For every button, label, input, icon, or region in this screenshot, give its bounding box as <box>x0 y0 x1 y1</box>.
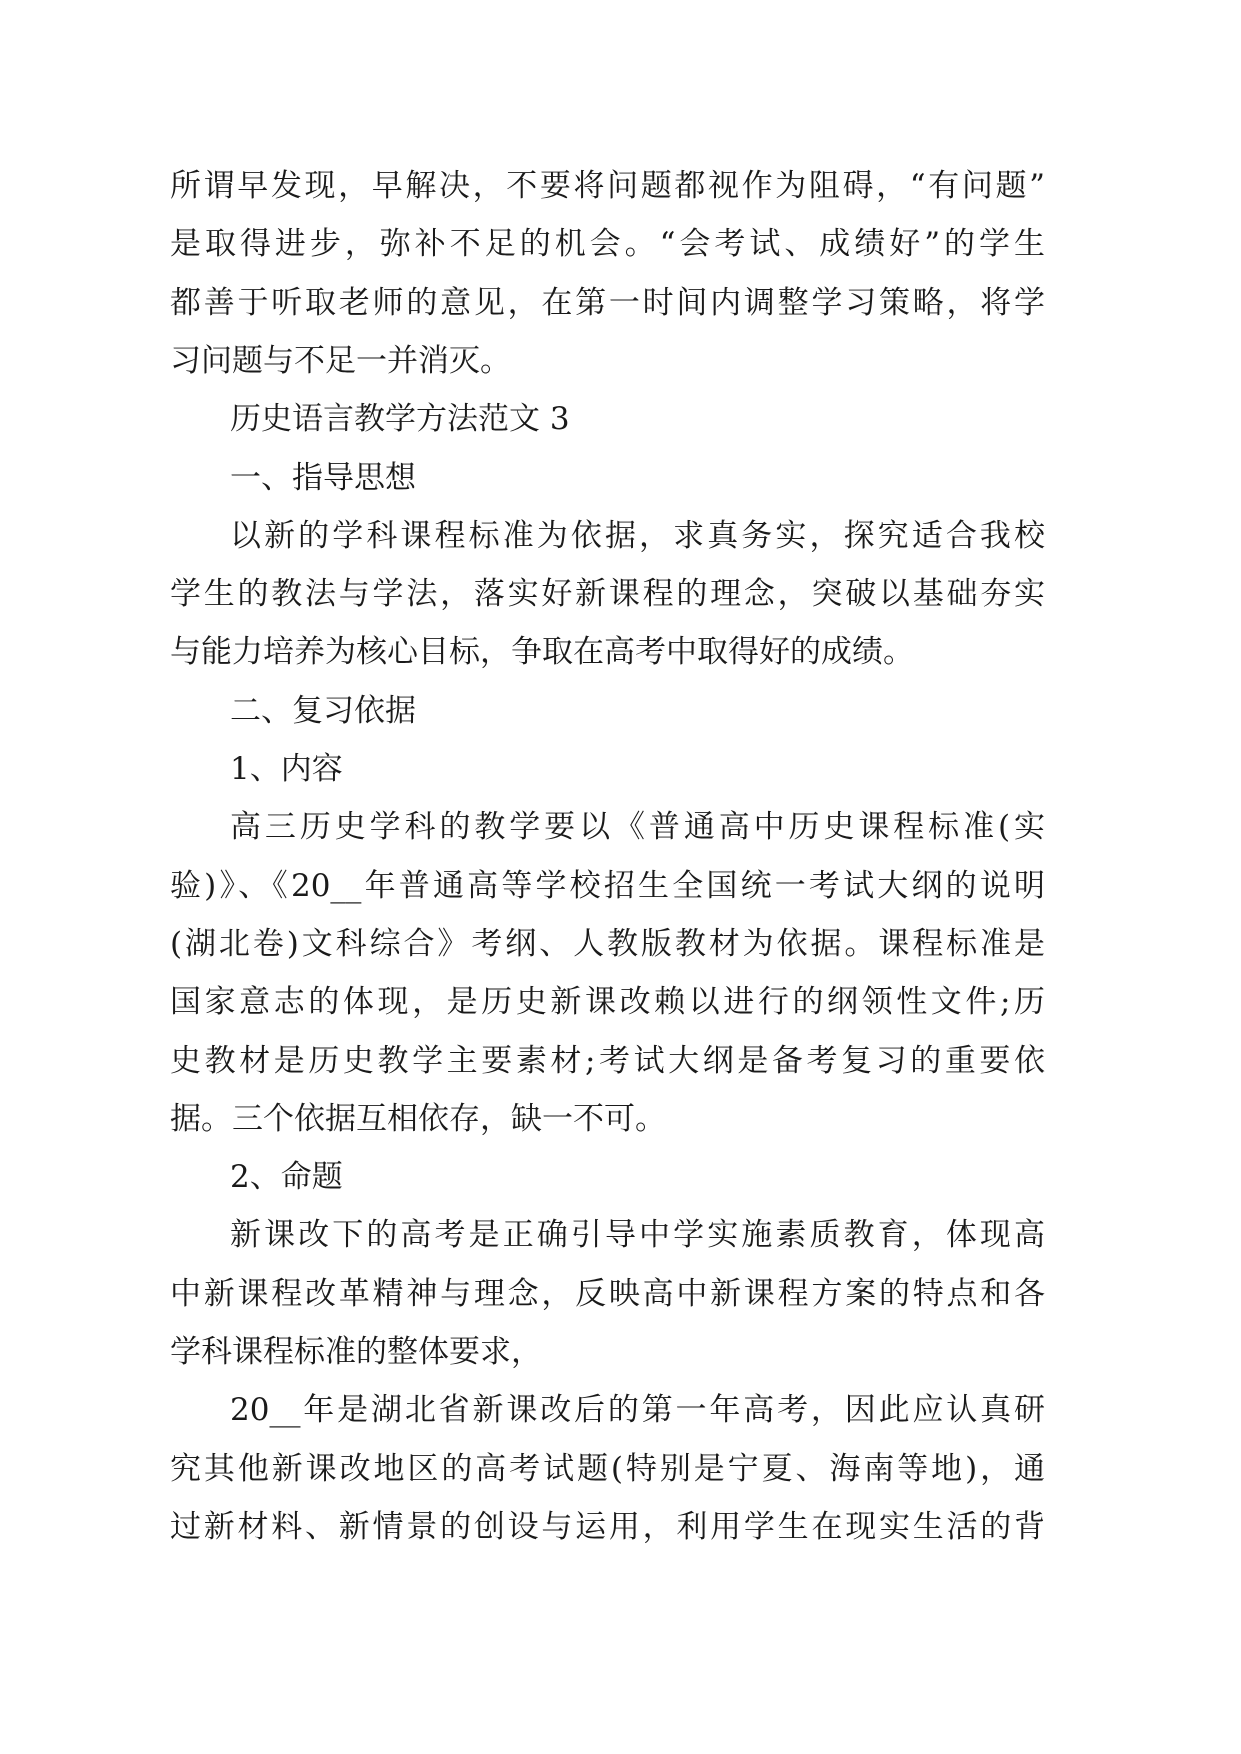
body-line: 验)》、《20__年普通高等学校招生全国统一考试大纲的说明 <box>170 868 1045 904</box>
body-line: 20__年是湖北省新课改后的第一年高考，因此应认真研 <box>230 1392 1045 1428</box>
body-line: 过新材料、新情景的创设与运用，利用学生在现实生活的背 <box>170 1509 1045 1545</box>
body-line: 高三历史学科的教学要以《普通高中历史课程标准(实 <box>230 809 1045 845</box>
body-line: 史教材是历史教学主要素材;考试大纲是备考复习的重要依 <box>170 1043 1045 1079</box>
subheading-proposition: 2、命题 <box>230 1159 343 1195</box>
heading-guiding-idea: 一、指导思想 <box>230 460 416 496</box>
body-line: 所谓早发现，早解决，不要将问题都视作为阻碍，“有问题” <box>170 168 1045 204</box>
body-line: 是取得进步，弥补不足的机会。“会考试、成绩好”的学生 <box>170 226 1045 262</box>
body-line: 学科课程标准的整体要求， <box>170 1334 542 1370</box>
body-line: 中新课程改革精神与理念，反映高中新课程方案的特点和各 <box>170 1276 1045 1312</box>
body-line: 学生的教法与学法，落实好新课程的理念，突破以基础夯实 <box>170 576 1045 612</box>
body-line: 都善于听取老师的意见，在第一时间内调整学习策略，将学 <box>170 285 1045 321</box>
section-title: 历史语言教学方法范文 3 <box>230 401 570 437</box>
body-line: 与能力培养为核心目标，争取在高考中取得好的成绩。 <box>170 634 914 670</box>
body-line: 以新的学科课程标准为依据，求真务实，探究适合我校 <box>230 518 1045 554</box>
body-line: 新课改下的高考是正确引导中学实施素质教育，体现高 <box>230 1217 1045 1253</box>
subheading-content: 1、内容 <box>230 751 343 787</box>
body-line: (湖北卷)文科综合》考纲、人教版教材为依据。课程标准是 <box>170 926 1045 962</box>
body-line: 究其他新课改地区的高考试题(特别是宁夏、海南等地)，通 <box>170 1451 1045 1487</box>
body-line: 习问题与不足一并消灭。 <box>170 343 511 379</box>
body-line: 据。三个依据互相依存，缺一不可。 <box>170 1101 666 1137</box>
body-line: 国家意志的体现，是历史新课改赖以进行的纲领性文件;历 <box>170 984 1045 1020</box>
heading-review-basis: 二、复习依据 <box>230 693 416 729</box>
